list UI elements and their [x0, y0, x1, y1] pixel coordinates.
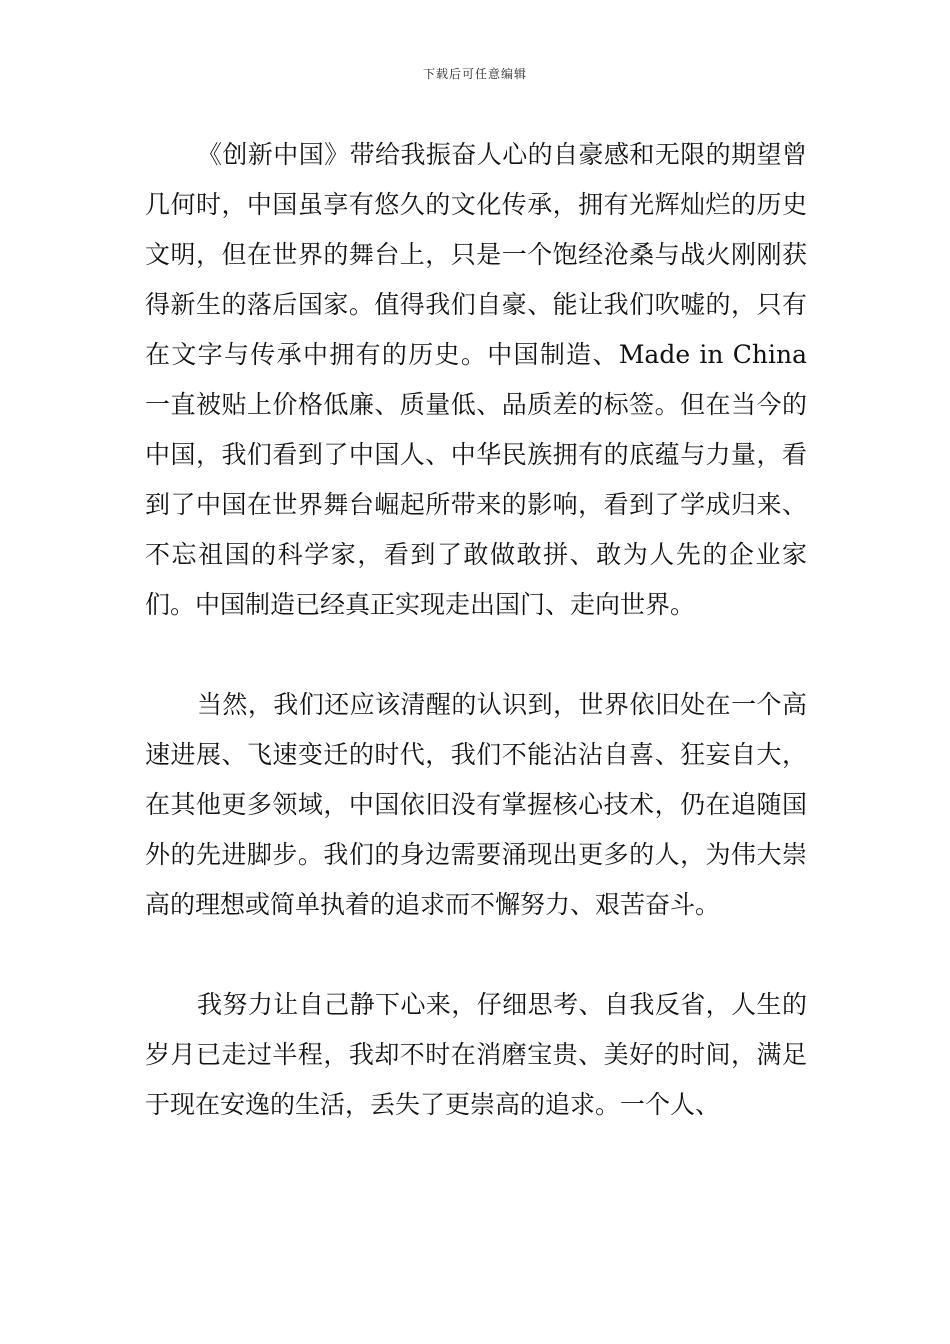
paragraph-2: 当然，我们还应该清醒的认识到，世界依旧处在一个高速进展、飞速变迁的时代，我们不能沾沾自喜、狂妄自大，在其他更多领域，中国依旧没有掌握核心技术，仍在追随国外的先进脚步。我们的身边需要涌现出更多的人，为伟大崇高的理想或简单执着的追求而不懈努力、艰苦奋斗。	[145, 690, 807, 919]
paragraph-gap	[145, 930, 807, 980]
body-text	[145, 130, 807, 1130]
paragraph-1: 《创新中国》带给我振奋人心的自豪感和无限的期望曾几何时，中国虽享有悠久的文化传承，拥有光辉灿烂的历史文明，但在世界的舞台上，只是一个饱经沧桑与战火刚刚获得新生的落后国家。值得我们自豪、能让我们吹嘘的，只有在文字与传承中拥有的历史。中国制造、Made in China 一直被贴上价格低廉、质量低、品质差的标签。但在当今的中国，我们看到了中国人、中华民族拥有的底蕴与力量，看到了中国在世界舞台崛起所带来的影响，看到了学成归来、不忘祖国的科学家，看到了敢做敢拼、敢为人先的企业家们。中国制造已经真正实现走出国门、走向世界。	[145, 140, 807, 619]
header-note: 下载后可任意编辑	[422, 67, 527, 81]
paragraph-3: 我努力让自己静下心来，仔细思考、自我反省，人生的岁月已走过半程，我却不时在消磨宝贵、美好的时间，满足于现在安逸的生活，丢失了更崇高的追求。一个人、	[145, 990, 807, 1119]
paragraph-gap	[145, 630, 807, 680]
